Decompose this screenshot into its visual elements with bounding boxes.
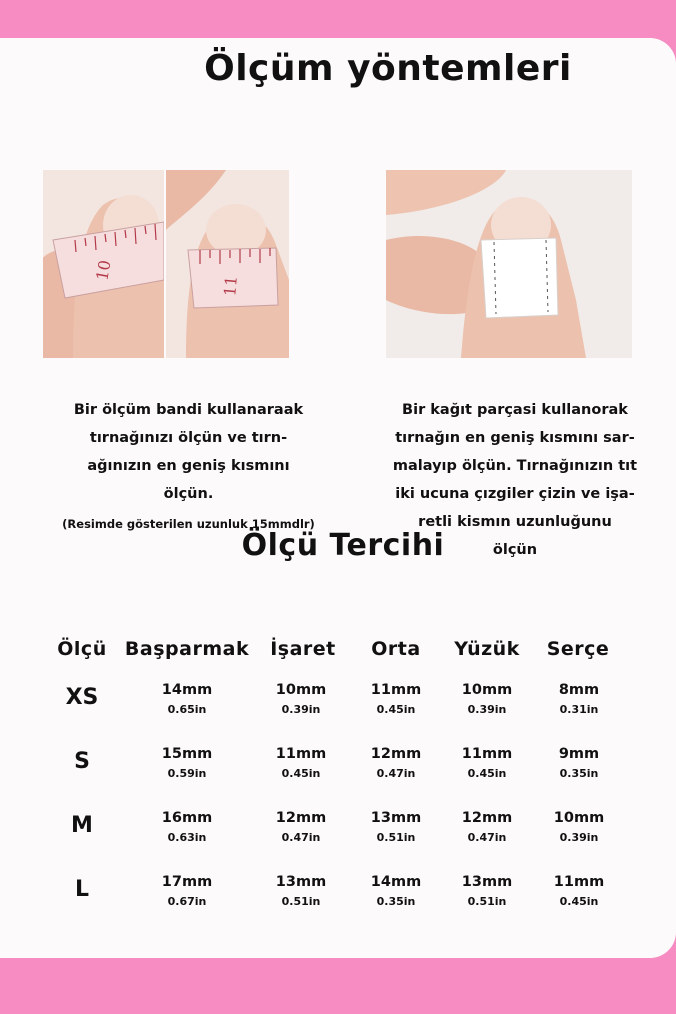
table-cell: 13mm 0.51in [370, 810, 422, 844]
table-cell: 14mm 0.65in [161, 682, 213, 716]
header-middle: Orta [371, 638, 421, 660]
table-cell: 10mm 0.39in [275, 682, 327, 716]
tape-method-text: Bir ölçüm bandi kullanaraak tırnağınızı ölçün ve tırn- ağınızın en geniş kısmını ölçün. [73, 402, 304, 502]
table-cell: 11mm 0.45in [553, 874, 605, 908]
tape-measure-photo-2 [166, 170, 289, 358]
table-cell: 14mm 0.35in [370, 874, 422, 908]
header-thumb: Başparmak [124, 638, 250, 660]
tape-mark-11: 11 [220, 275, 241, 298]
table-cell: 12mm 0.47in [370, 746, 422, 780]
header-pinky: Serçe [546, 638, 610, 660]
table-cell: 13mm 0.51in [461, 874, 513, 908]
table-cell: 16mm 0.63in [161, 810, 213, 844]
header-index: İşaret [270, 638, 336, 660]
table-cell: 9mm 0.35in [558, 746, 600, 780]
size-label: XS [65, 685, 99, 710]
table-cell: 11mm 0.45in [370, 682, 422, 716]
table-cell: 10mm 0.39in [553, 810, 605, 844]
paper-strip-photo [386, 170, 632, 358]
table-cell: 8mm 0.31in [558, 682, 600, 716]
size-label: M [71, 813, 93, 838]
header-size: Ölçü [57, 638, 107, 660]
page-title: Ölçüm yöntemleri [204, 48, 572, 89]
table-cell: 11mm 0.45in [461, 746, 513, 780]
size-label: L [74, 877, 90, 902]
table-cell: 12mm 0.47in [275, 810, 327, 844]
size-label: S [74, 749, 90, 774]
tape-method-note: (Resimde gösterilen uzunluk 15mmdlr) [62, 517, 315, 531]
size-section-title: Ölçü Tercihi [241, 528, 445, 563]
table-cell: 13mm 0.51in [275, 874, 327, 908]
paper-method-text: Bir kağıt parçasi kullanorak tırnağın en geniş kısmını sar- malayıp ölçün. Tırnağınızın tıt iki ucuna çızgiler çizin ve işa- retli kismın uzunluğunu ölçün [392, 402, 638, 558]
tape-measure-photo-1 [43, 170, 164, 358]
table-cell: 10mm 0.39in [461, 682, 513, 716]
header-ring: Yüzük [454, 638, 520, 660]
table-cell: 15mm 0.59in [161, 746, 213, 780]
table-cell: 17mm 0.67in [161, 874, 213, 908]
table-cell: 12mm 0.47in [461, 810, 513, 844]
table-cell: 11mm 0.45in [275, 746, 327, 780]
tape-mark-10: 10 [92, 258, 115, 282]
